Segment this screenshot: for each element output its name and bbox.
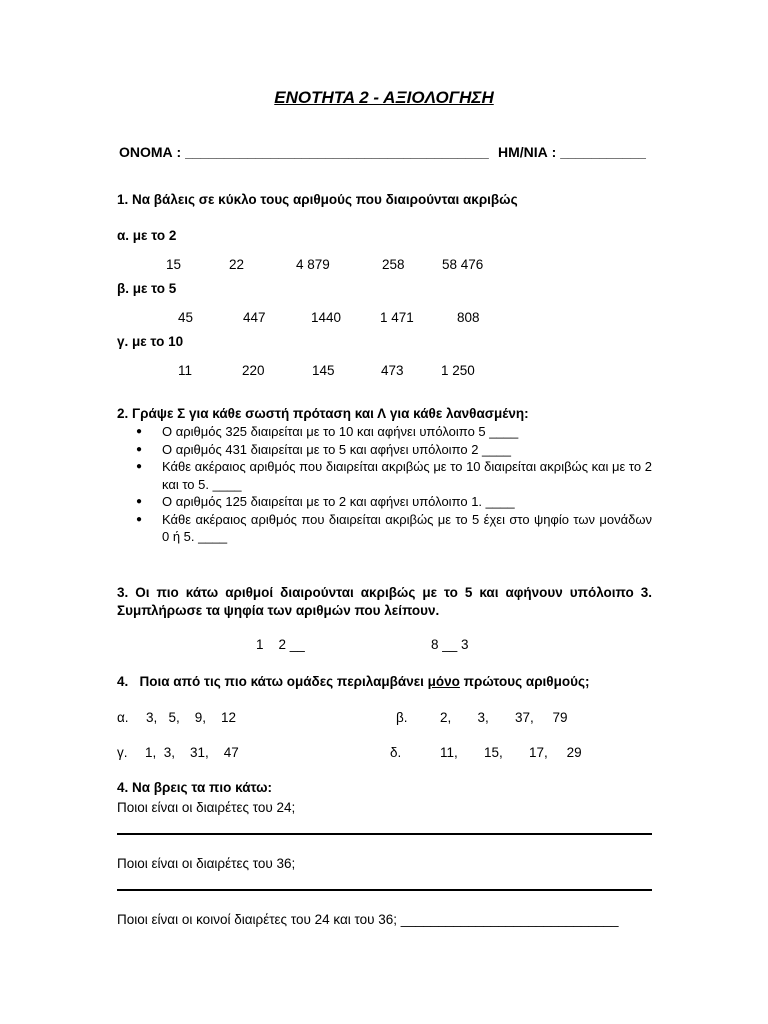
answer-line <box>117 889 652 891</box>
q2-statement: ● Ο αριθμός 325 διαιρείται με το 10 και αφήνει υπόλοιπο 5 ____ <box>136 423 652 441</box>
q1-c-number: 145 <box>312 363 335 378</box>
q4-option-label: β. <box>396 710 408 725</box>
q2-statement: ● Ο αριθμός 431 διαιρείται με το 5 και αφήνει υπόλοιπο 2 ____ <box>136 441 652 459</box>
q5-heading: 4. Να βρεις τα πιο κάτω: <box>117 780 273 795</box>
answer-line <box>117 833 652 835</box>
name-field-line: ΟΝΟΜΑ : _______________________________________ <box>119 144 489 160</box>
q1-a-number: 258 <box>382 257 405 272</box>
q3-number-1: 1 2 __ <box>256 637 305 652</box>
q1-a-number: 4 879 <box>296 257 330 272</box>
q3-heading: 3. Οι πιο κάτω αριθμοί διαιρούνται ακριβώς με το 5 και αφήνουν υπόλοιπο 3. Συμπλήρωσε τα ψηφία των αριθμών που λείπουν. <box>117 585 652 618</box>
q1-a-number: 22 <box>229 257 245 272</box>
q4-option-label: γ. <box>117 745 128 760</box>
q1-b-label: β. με το 5 <box>117 281 177 296</box>
q1-a-number: 58 476 <box>442 257 484 272</box>
q1-c-number: 1 250 <box>441 363 475 378</box>
q3-number-2: 8 __ 3 <box>431 637 469 652</box>
date-field-line: ΗΜ/ΝΙΑ : ___________ <box>498 144 646 160</box>
q2-statement-list <box>136 423 652 546</box>
q2-statement: ● Κάθε ακέραιος αριθμός που διαιρείται ακριβώς με το 10 διαιρείται ακριβώς και με το 2 και το 5. ____ <box>136 458 652 493</box>
q1-heading: 1. Να βάλεις σε κύκλο τους αριθμούς που διαιρούνται ακριβώς <box>117 192 518 207</box>
q2-statement: ● Κάθε ακέραιος αριθμός που διαιρείται ακριβώς με το 5 έχει στο ψηφίο των μονάδων 0 ή 5. ____ <box>136 511 652 546</box>
q5-prompt-divisors-36: Ποιοι είναι οι διαιρέτες του 36; <box>117 856 296 871</box>
q1-b-number: 45 <box>178 310 194 325</box>
q1-c-number: 11 <box>178 363 193 378</box>
page-title: ΕΝΟΤΗΤΑ 2 - ΑΞΙΟΛΟΓΗΣΗ <box>274 88 494 107</box>
q4-heading-end: πρώτους αριθμούς; <box>459 674 590 689</box>
q4-option-values: 3, 5, 9, 12 <box>146 710 237 725</box>
q4-heading-start: 4. Ποια από τις πιο κάτω ομάδες περιλαμβάνει <box>117 674 428 689</box>
q1-c-number: 220 <box>242 363 265 378</box>
q1-b-number: 808 <box>457 310 480 325</box>
q1-b-number: 1 471 <box>380 310 414 325</box>
q1-c-number: 473 <box>381 363 404 378</box>
q4-option-values: 11, 15, 17, 29 <box>440 745 582 760</box>
q4-heading <box>117 674 589 689</box>
q4-option-values: 2, 3, 37, 79 <box>440 710 568 725</box>
q2-statement: ● Ο αριθμός 125 διαιρείται με το 2 και αφήνει υπόλοιπο 1. ____ <box>136 493 652 511</box>
q1-b-number: 447 <box>243 310 266 325</box>
q1-c-label: γ. με το 10 <box>117 334 184 349</box>
q4-option-values: 1, 3, 31, 47 <box>145 745 239 760</box>
q2-heading: 2. Γράψε Σ για κάθε σωστή πρόταση και Λ για κάθε λανθασμένη: <box>117 406 529 421</box>
q5-prompt-common-divisors: Ποιοι είναι οι κοινοί διαιρέτες του 24 και του 36; _____________________________ <box>117 912 619 927</box>
q4-option-label: α. <box>117 710 129 725</box>
q5-prompt-divisors-24: Ποιοι είναι οι διαιρέτες του 24; <box>117 800 296 815</box>
q4-option-label: δ. <box>390 745 402 760</box>
q1-a-number: 15 <box>166 257 182 272</box>
q4-heading-emphasis: μόνο <box>427 674 460 689</box>
q1-b-number: 1440 <box>311 310 342 325</box>
q1-a-label: α. με το 2 <box>117 228 177 243</box>
